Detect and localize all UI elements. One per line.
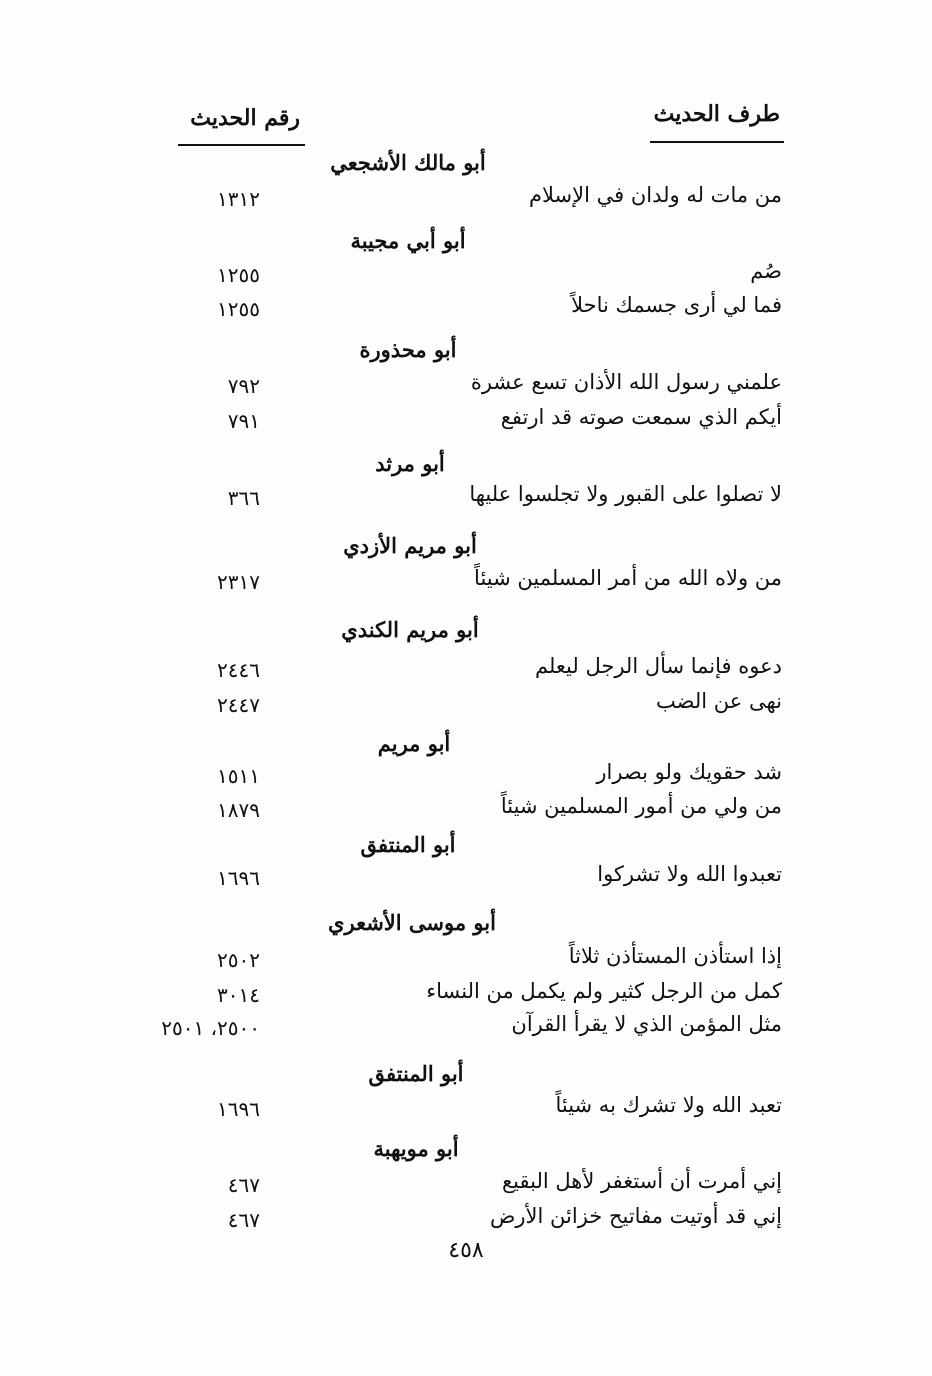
hadith-phrase: علمني رسول الله الأذان تسع عشرة [470, 370, 782, 394]
hadith-phrase: دعوه فإنما سأل الرجل ليعلم [534, 654, 782, 678]
narrator-heading: أبو مريم الأزدي [343, 533, 477, 558]
hadith-phrase: لا تصلوا على القبور ولا تجلسوا عليها [469, 482, 782, 506]
narrator-heading: أبو مويهبة [373, 1136, 459, 1161]
column-header-number: رقم الحديث [190, 105, 300, 131]
hadith-phrase: إذا استأذن المستأذن ثلاثاً [568, 944, 782, 968]
hadith-phrase: من ولي من أمور المسلمين شيئاً [500, 794, 782, 818]
hadith-number: ٢٤٤٦ [217, 658, 260, 682]
narrator-heading: أبو مريم [377, 731, 451, 756]
hadith-number: ٤٦٧ [227, 1173, 260, 1197]
narrator-heading: أبو المنتفق [360, 832, 456, 857]
hadith-phrase: نهى عن الضب [656, 689, 782, 713]
hadith-number: ٢٥٠٢ [217, 948, 260, 972]
hadith-number: ٧٩٢ [227, 374, 260, 398]
narrator-heading: أبو مريم الكندي [341, 617, 479, 642]
hadith-phrase: تعبد الله ولا تشرك به شيئاً [555, 1093, 782, 1117]
header-underline-number [178, 144, 305, 146]
hadith-phrase: مثل المؤمن الذي لا يقرأ القرآن [511, 1012, 782, 1036]
hadith-number: ١٦٩٦ [217, 1097, 260, 1121]
hadith-number: ١٥١١ [217, 764, 260, 788]
hadith-number: ٣٠١٤ [217, 983, 260, 1007]
hadith-number: ٢٤٤٧ [217, 693, 260, 717]
header-underline-phrase [650, 141, 784, 143]
narrator-heading: أبو المنتفق [368, 1061, 464, 1086]
hadith-number: ١٨٧٩ [217, 798, 260, 822]
narrator-heading: أبو مرثد [375, 451, 445, 476]
hadith-number: ٢٣١٧ [217, 570, 260, 594]
hadith-phrase: إني قد أوتيت مفاتيح خزائن الأرض [490, 1204, 782, 1228]
hadith-phrase: شد حقويك ولو بصرار [596, 760, 782, 784]
hadith-phrase: إني أمرت أن أستغفر لأهل البقيع [501, 1169, 782, 1193]
hadith-phrase: من ولاه الله من أمر المسلمين شيئاً [474, 566, 782, 590]
hadith-number: ١٢٥٥ [217, 297, 260, 321]
hadith-number: ١٢٥٥ [217, 263, 260, 287]
hadith-number: ٣٦٦ [227, 486, 260, 510]
hadith-number: ٤٦٧ [227, 1208, 260, 1232]
narrator-heading: أبو أبي مجيبة [350, 228, 466, 253]
hadith-number: ١٣١٢ [217, 187, 260, 211]
hadith-phrase: فما لي أرى جسمك ناحلاً [571, 293, 782, 317]
hadith-phrase: أيكم الذي سمعت صوته قد ارتفع [500, 405, 782, 429]
narrator-heading: أبو محذورة [359, 337, 457, 362]
hadith-phrase: صُم [750, 259, 782, 283]
hadith-number: ٧٩١ [227, 409, 260, 433]
narrator-heading: أبو مالك الأشجعي [330, 150, 486, 175]
hadith-phrase: كمل من الرجل كثير ولم يكمل من النساء [426, 979, 782, 1003]
narrator-heading: أبو موسى الأشعري [328, 910, 496, 935]
hadith-phrase: تعبدوا الله ولا تشركوا [597, 862, 782, 886]
column-header-phrase: طرف الحديث [653, 101, 780, 127]
hadith-number: ١٦٩٦ [217, 866, 260, 890]
hadith-number: ٢٥٠٠، ٢٥٠١ [161, 1016, 260, 1040]
hadith-phrase: من مات له ولدان في الإسلام [529, 183, 782, 207]
page-number: ٤٥٨ [448, 1238, 484, 1263]
